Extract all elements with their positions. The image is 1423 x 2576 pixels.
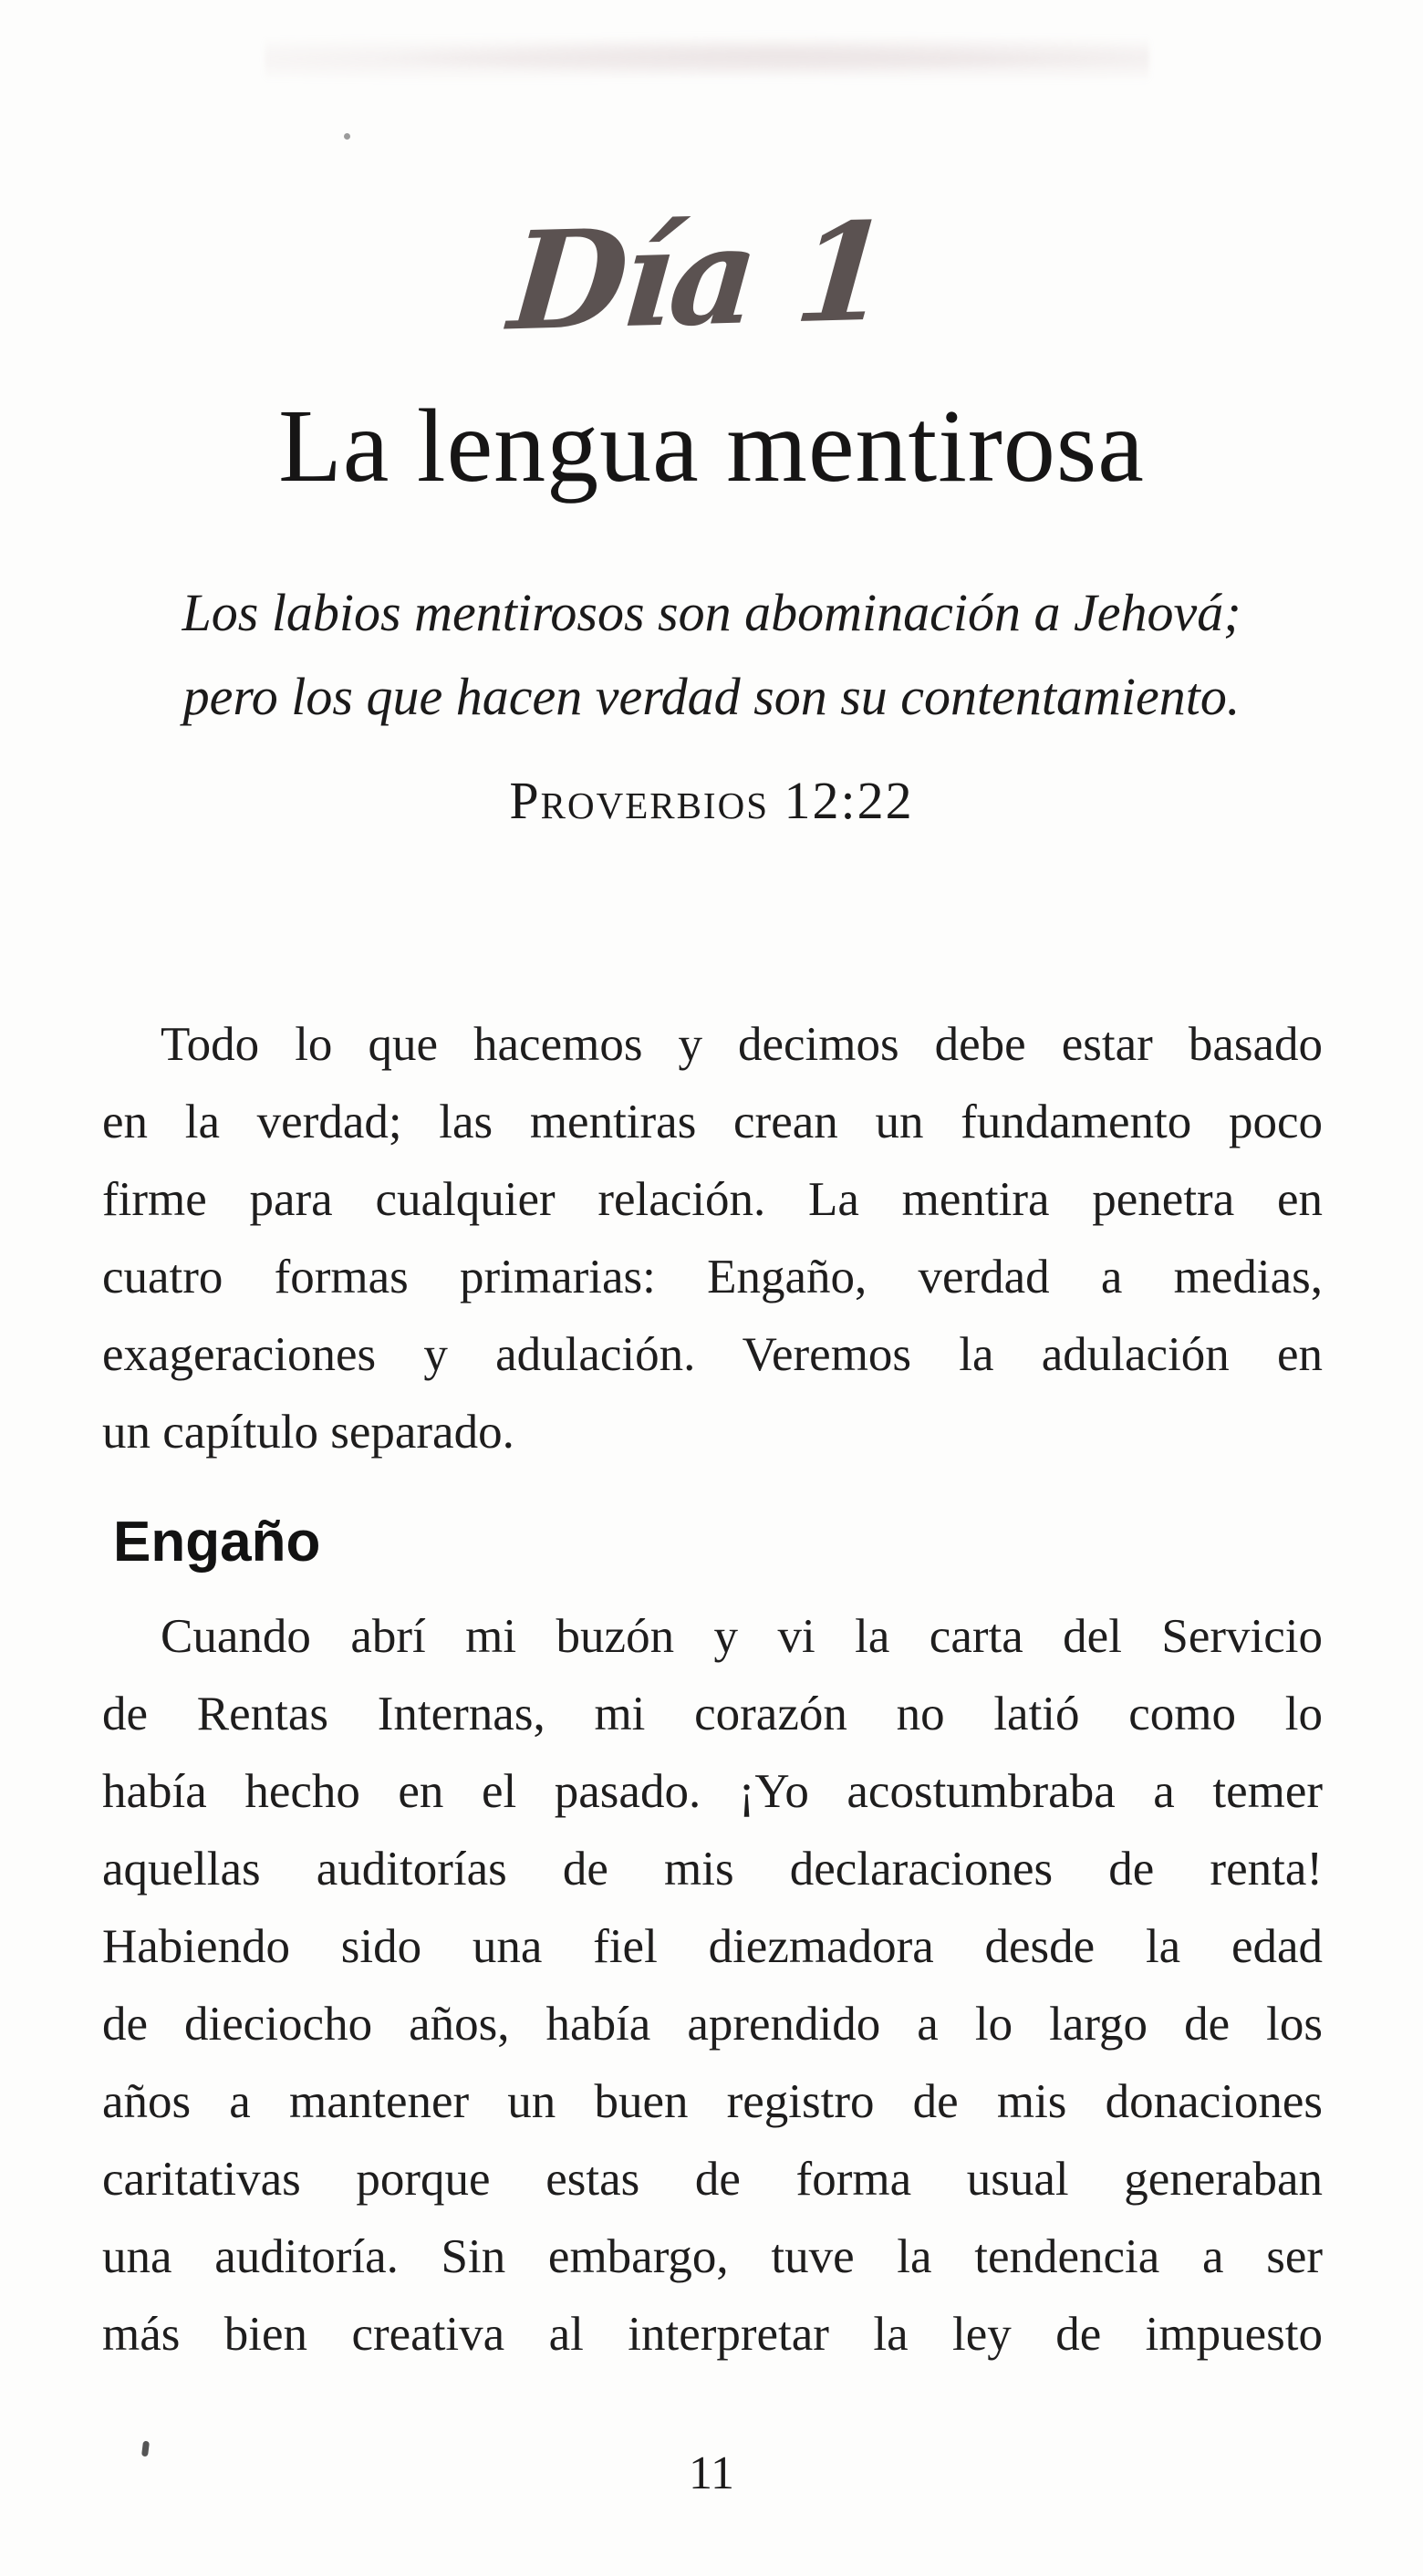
text-line: más bien creativa al interpretar la ley de impuesto: [102, 2308, 1323, 2361]
ink-speck: [344, 133, 350, 140]
page-number: 11: [688, 2447, 735, 2499]
text-line: de Rentas Internas, mi corazón no latió como lo: [102, 1688, 1323, 1740]
text-line: un capítulo separado.: [102, 1406, 514, 1459]
section-heading: Engaño: [113, 1511, 321, 1574]
text-line: Los labios mentirosos son abominación a Jehová;: [182, 583, 1241, 642]
paragraph: [102, 1006, 1323, 1471]
text-line: caritativas porque estas de forma usual generaban: [102, 2153, 1323, 2206]
scripture-reference: Proverbios 12:22: [509, 771, 914, 830]
text-line: Todo lo que hacemos y decimos debe estar basado: [161, 1018, 1323, 1071]
text-line: de dieciocho años, había aprendido a lo largo de los: [102, 1998, 1323, 2051]
epigraph: [55, 571, 1368, 739]
text-line: exageraciones y adulación. Veremos la adulación en: [102, 1328, 1323, 1381]
text-line: años a mantener un buen registro de mis donaciones: [102, 2075, 1323, 2128]
text-line: una auditoría. Sin embargo, tuve la tendencia a ser: [102, 2230, 1323, 2283]
paragraph: [102, 1598, 1323, 2373]
text-line: había hecho en el pasado. ¡Yo acostumbraba a temer: [102, 1765, 1323, 1818]
text-line: Cuando abrí mi buzón y vi la carta del Servicio: [161, 1610, 1323, 1663]
chapter-kicker: Día 1: [504, 192, 892, 361]
text-line: cuatro formas primarias: Engaño, verdad a medias,: [102, 1251, 1323, 1304]
text-line: firme para cualquier relación. La mentira penetra en: [102, 1173, 1323, 1226]
chapter-title: La lengua mentirosa: [278, 388, 1145, 504]
text-line: aquellas auditorías de mis declaraciones de renta!: [102, 1843, 1323, 1896]
text-line: pero los que hacen verdad son su contentamiento.: [182, 667, 1241, 726]
text-line: en la verdad; las mentiras crean un fundamento poco: [102, 1096, 1323, 1148]
text-line: Habiendo sido una fiel diezmadora desde la edad: [102, 1920, 1323, 1973]
showthrough-smudge: [265, 31, 1149, 82]
